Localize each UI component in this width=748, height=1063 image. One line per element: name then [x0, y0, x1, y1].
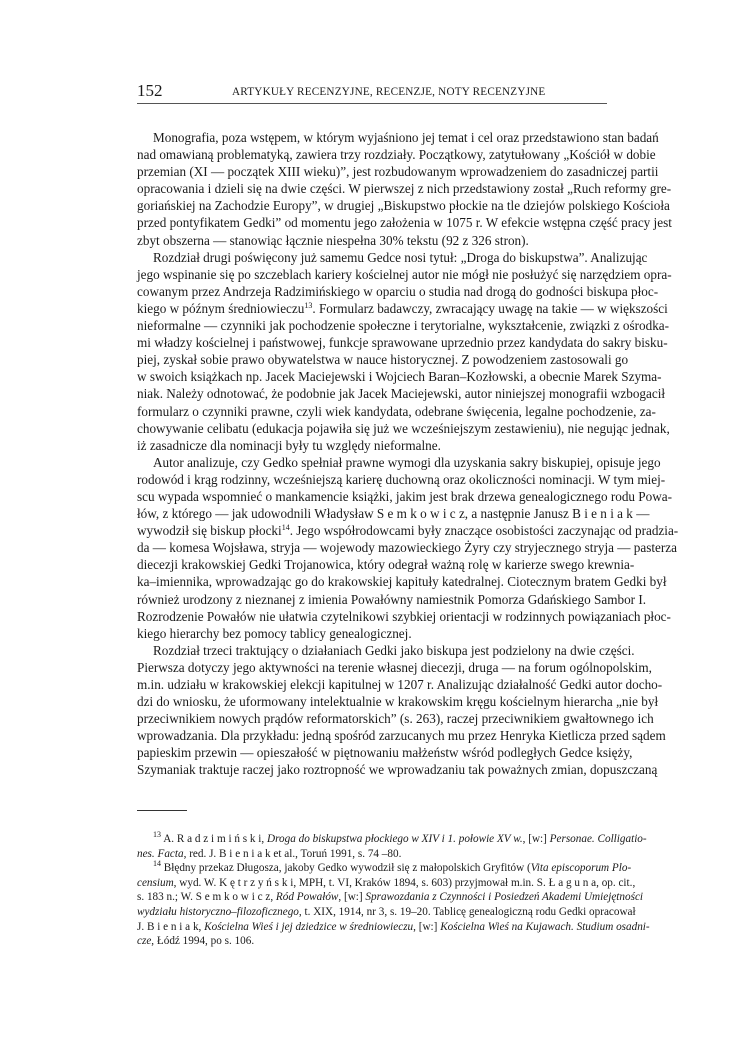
text-line: Rozrodzenie Powałów nie ułatwia czytelnikowi szybkiej orientacji w rodzinnych powiązaniach płoc- — [137, 608, 671, 624]
text-line: Rozdział trzeci traktujący o działaniach Gedki jako biskupa jest podzielony na dwie części. — [153, 642, 635, 658]
footnote-number: 14 — [153, 859, 161, 869]
text-line: rodowód i krąg rodzinny, wcześniejszą karierę duchowną oraz okoliczności nominacji. W tym miej- — [137, 471, 666, 487]
text-line: kiego hierarchy bez pomocy tablicy genealogicznej. — [137, 625, 412, 641]
footnote-ref[interactable]: 13 — [304, 300, 313, 310]
text-line: opracowania i dzieli się na dwie części. W pierwszej z nich przedstawiony został „Ruch reformy gre- — [137, 181, 672, 197]
text-line: przeciwnikiem nowych prądów reformatorskich” (s. 263), raczej przeciwnikiem gwałtownego ich — [137, 711, 654, 727]
text-line: piej, zyskał sobie prawo obywatelstwa w nauce historycznej. Z powodzeniem zastosowali go — [137, 352, 629, 368]
text-line: ka–imiennika, wprowadzając go do krakowskiej kapituły katedralnej. Ciotecznym bratem Gedki był — [137, 574, 667, 590]
footnote-line: $^{14}$ Błędny przekaz Długosza, jakoby Gedko wywodził się z małopolskich Gryfitów (Vita episcoporum Plo- — [153, 859, 632, 875]
footnote-line: censium, wyd. W. K ę t r z y ń s k i, MPH, t. VI, Kraków 1894, s. 603) przyjmował m.in. S. Ł a g u n a, op. cit., — [137, 876, 636, 889]
text-line: niak. Należy odnotować, że podobnie jak Jacek Maciejewski, autor niniejszej monografii wzbogacił — [137, 386, 666, 402]
text-line: wprowadzania. Dla przykładu: jedną spośród zarzucanych mu przez Henryka Kietlicza przed sądem — [137, 728, 666, 744]
footnote-line: cze, Łódź 1994, po s. 106. — [137, 935, 255, 948]
text-line: Pierwsza dotyczy jego aktywności na terenie własnej diecezji, druga — na forum ogólnopolskim, — [137, 659, 652, 675]
text-line: Szymaniak traktuje raczej jako roztropność we wprowadzaniu tak poważnych zmian, dopuszczaną — [137, 762, 658, 778]
text-line: goriańskiej na Zachodzie Europy”, w drugiej „Biskupstwo płockie na tle dziejów polskiego Kościoła — [137, 198, 670, 214]
footnote-line: nes. Facta, red. J. B i e n i a k et al., Toruń 1991, s. 74 –80. — [137, 847, 402, 860]
text-line: dzi do wniosku, że uformowany intelektualnie w krakowskim kręgu kościelnym hierarcha „nie był — [137, 694, 659, 710]
text-line: Rozdział drugi poświęcony już samemu Gedce nosi tytuł: „Droga do biskupstwa”. Analizując — [153, 249, 648, 265]
text-line: łów, z którego — jak udowodnili Władysław S e m k o w i c z, a następnie Janusz B i e n i a k — — [137, 506, 650, 522]
footnote-separator — [137, 810, 187, 811]
text-line: nad omawianą problematyką, zawiera trzy rozdziały. Początkowy, zatytułowany „Kościół w dobie — [137, 147, 656, 163]
text-line: wywodził się biskup płocki$^{14}$. Jego współrodowcami były znaczące osobistości zaczynając od pradzia- — [137, 523, 679, 539]
text-line: diecezji krakowskiej Gedki Trojanowica, który odegrał ważną rolę w karierze swego krewnia- — [137, 557, 635, 573]
footnote-number: 13 — [153, 830, 161, 839]
text-line: jego wspinanie się po szczeblach kariery kościelnej autor nie mógł nie posłużyć się narzędziem opra- — [137, 266, 672, 282]
footnote-line: $^{13}$ A. R a d z i m i ń s k i, Droga do biskupstwa płockiego w XIV i 1. połowie XV w., [w:] Personae. Colligatio- — [153, 830, 647, 845]
text-line: scu wypada wspomnieć o mankamencie książki, jakim jest brak drzewa genealogicznego rodu Powa- — [137, 488, 673, 504]
text-line: chowywanie celibatu (edukacja pojawiła się już we wcześniejszym zestawieniu), nie negując jednak, — [137, 420, 670, 436]
text-line: Autor analizuje, czy Gedko spełniał prawne wymogi dla uzyskania sakry biskupiej, opisuje jego — [153, 454, 661, 470]
page-number: 152 — [137, 81, 163, 100]
text-line: mi władzy kościelnej i państwowej, funkcje sprawowane uprzednio przez kandydata do sakry bisku- — [137, 335, 668, 351]
text-line: przemian (XI — początek XIII wieku)”, jest rozbudowanym wprowadzeniem do zasadniczej partii — [137, 164, 659, 180]
text-line: zbyt obszerna — stanowiąc łącznie niespełna 30% tekstu (92 z 326 stron). — [137, 232, 529, 248]
text-line: papieskim przewin — opieszałość w piętnowaniu małżeństw wśród podległych Gedce księży, — [137, 745, 633, 761]
text-line: Monografia, poza wstępem, w którym wyjaśniono jej temat i cel oraz przedstawiono stan badań — [153, 130, 659, 145]
text-line: przed pontyfikatem Gedki” od momentu jego założenia w 1075 r. W efekcie wstępna część pracy jest — [137, 215, 672, 231]
text-line: nieformalne — czynniki jak pochodzenie społeczne i terytorialne, wykształcenie, związki z ośrodka- — [137, 318, 670, 334]
text-line: m.in. udziału w krakowskiej elekcji kapitulnej w 1207 r. Analizując działalność Gedki autor docho- — [137, 677, 663, 692]
running-head-title: ARTYKUŁY RECENZYJNE, RECENZJE, NOTY RECENZYJNE — [232, 86, 546, 98]
text-line: iż zasadnicze dla nominacji były tu względy nieformalne. — [137, 437, 441, 453]
text-line: również urodzony z nieznanej z imienia Powałówny namiestnik Pomorza Gdańskiego Sambor I. — [137, 591, 647, 607]
text-line: w swoich książkach np. Jacek Maciejewski i Wojciech Baran–Kozłowski, a obecnie Marek Szyma- — [137, 369, 662, 385]
footnote-line: s. 183 n.; W. S e m k o w i c z, Ród Powałów, [w:] Sprawozdania z Czynności i Posiedzeń Akademi Umiejętności — [137, 891, 644, 904]
footnote-ref[interactable]: 14 — [281, 523, 290, 533]
text-line: cowanym przez Andrzeja Radzimińskiego w oparciu o studia nad drogą do godności biskupa płoc- — [137, 283, 659, 299]
body-text — [137, 129, 679, 779]
footnote-line: wydziału historyczno–filozoficznego, t. XIX, 1914, nr 3, s. 19–20. Tablicę genealogiczną rodu Gedki opracował — [137, 905, 636, 918]
text-line: da — komesa Wojsława, stryja — wojewody mazowieckiego Żyry czy stryjecznego stryja — pasterza — [137, 540, 677, 556]
footnotes — [137, 830, 650, 949]
running-header — [137, 81, 607, 104]
text-line: formularz o czynniki prawne, czyli wiek kandydata, odebrane święcenia, legalne pochodzenie, za- — [137, 403, 656, 419]
footnote-line: J. B i e n i a k, Kościelna Wieś i jej dziedzice w średniowieczu, [w:] Kościelna Wieś na Kujawach. Studium osadni- — [137, 920, 650, 933]
text-line: kiego w późnym średniowieczu$^{13}$. Formularz badawczy, zwracający uwagę na takie — w większości — [137, 300, 668, 316]
